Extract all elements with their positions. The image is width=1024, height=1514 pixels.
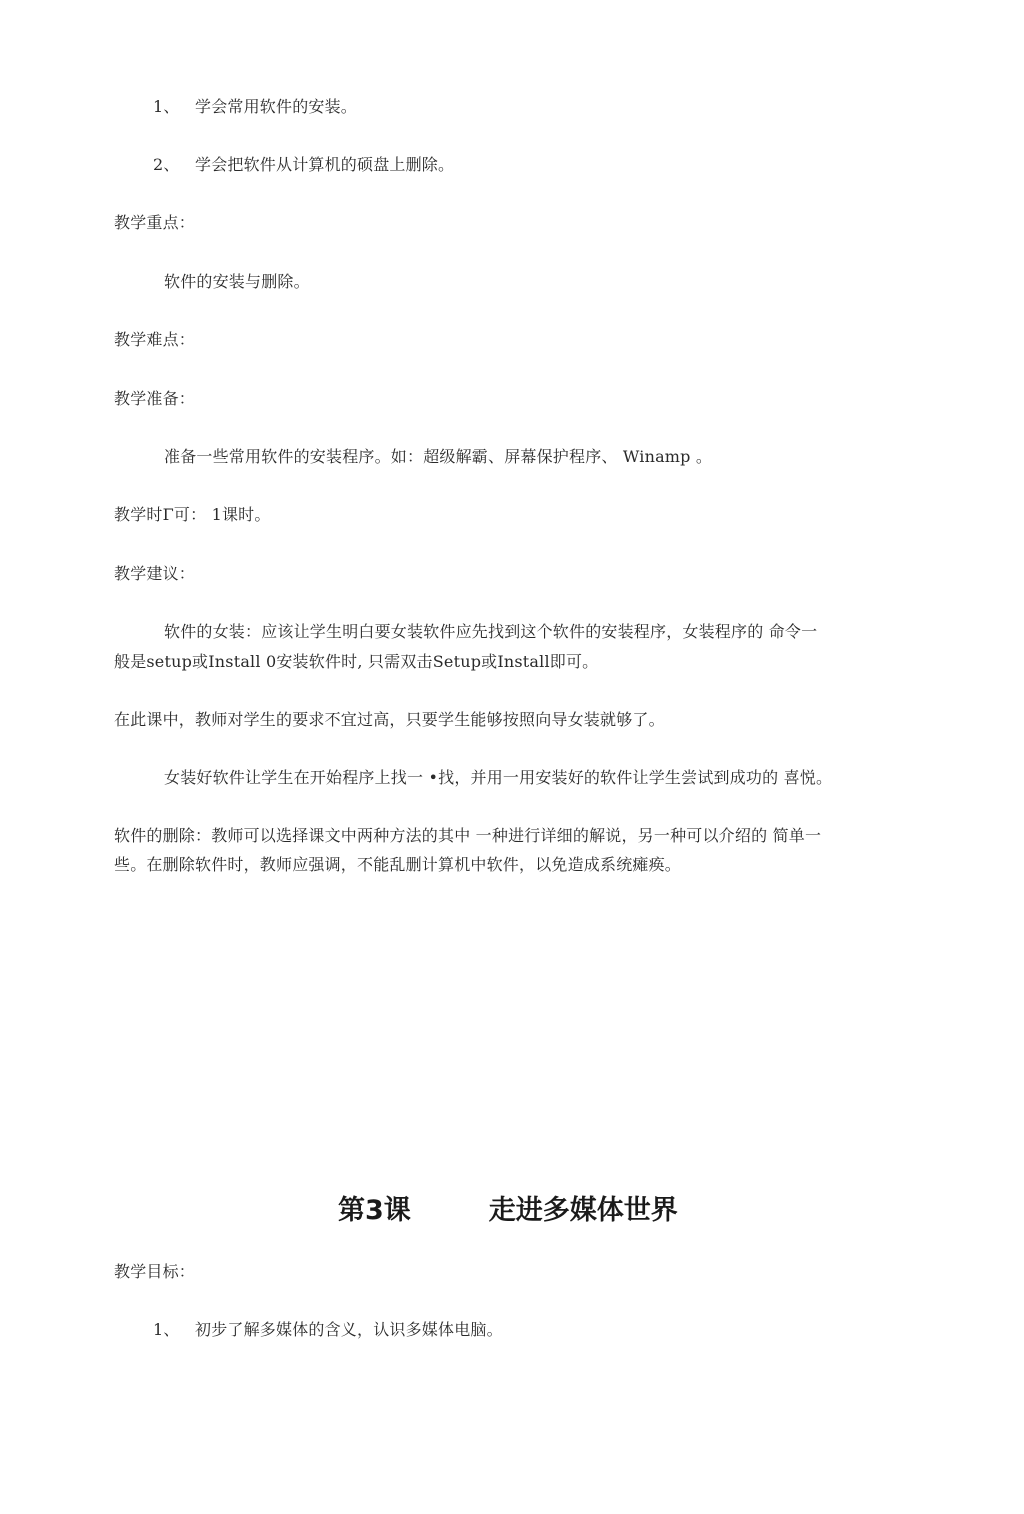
key-points-text: 软件的安装与删除。 <box>164 272 310 291</box>
delete-paragraph-line-1: 软件的删除：教师可以选择课文中两种方法的其中 一种进行详细的解说，另一种可以介绍的 简单一 <box>114 826 822 845</box>
lesson-3-name: 走进多媒体世界 <box>488 1195 678 1226</box>
lesson-3-goal-item-1-text: 初步了解多媒体的含义，认识多媒体电脑。 <box>195 1320 503 1339</box>
lesson-3-goal-item-1-number: 1、 <box>153 1320 180 1339</box>
goal-item-2-number: 2、 <box>153 155 180 174</box>
goal-item-2 <box>153 155 454 175</box>
class-hours: 教学时Γ可： 1课时。 <box>114 505 271 524</box>
lesson-3-number: 第3课 <box>338 1195 411 1226</box>
delete-paragraph-line-2: 些。在删除软件时，教师应强调，不能乱删计算机中软件，以免造成系统瘫痪。 <box>114 855 682 874</box>
goal-item-1-text: 学会常用软件的安装。 <box>195 97 358 116</box>
install-paragraph-line-2: 般是setup或Install 0安装软件时, 只需双击Setup或Install即可。 <box>114 652 599 671</box>
difficulties-label: 教学难点： <box>114 330 196 349</box>
install-paragraph-line-1: 软件的女装：应该让学生明白要女装软件应先找到这个软件的安装程序，女装程序的 命令一 <box>164 622 818 641</box>
lesson-3-title <box>338 1194 678 1228</box>
goal-item-1 <box>153 97 357 117</box>
goal-item-2-text: 学会把软件从计算机的硕盘上删除。 <box>195 155 455 174</box>
goal-item-1-number: 1、 <box>153 97 180 116</box>
teacher-requirement-paragraph: 在此课中，教师对学生的要求不宜过高，只要学生能够按照向导女装就够了。 <box>114 710 665 729</box>
suggestions-label: 教学建议： <box>114 564 196 583</box>
preparation-text: 准备一些常用软件的安装程序。如：超级解霸、屏幕保护程序、 Winamp 。 <box>164 447 713 466</box>
lesson-3-goals-label: 教学目标： <box>114 1262 196 1281</box>
preparation-label: 教学准备： <box>114 389 196 408</box>
start-menu-paragraph: 女装好软件让学生在开始程序上找一 •找，并用一用安装好的软件让学生尝试到成功的 喜悦。 <box>164 768 833 787</box>
lesson-3-goal-item-1 <box>153 1320 503 1340</box>
key-points-label: 教学重点： <box>114 213 196 232</box>
